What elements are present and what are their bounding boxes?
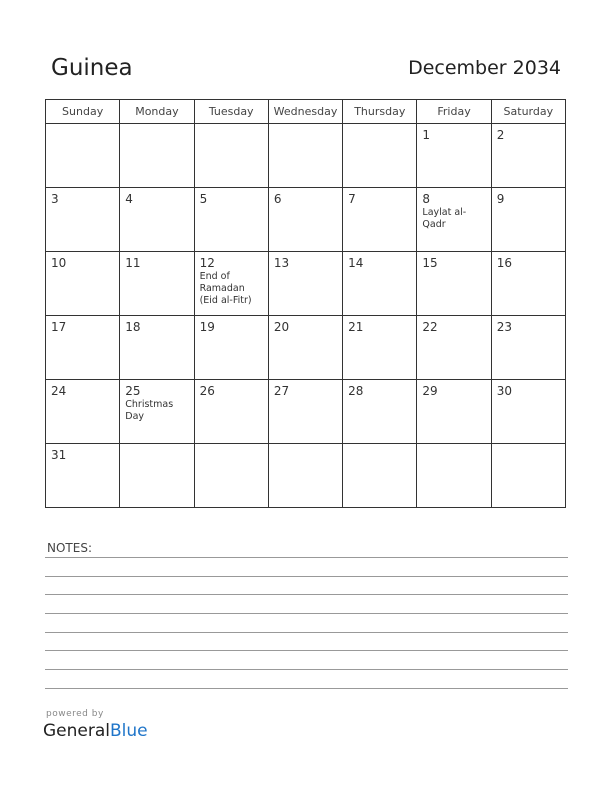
day-cell[interactable]: [120, 252, 194, 316]
day-cell[interactable]: [120, 316, 194, 380]
day-cell[interactable]: [268, 444, 342, 508]
day-cell[interactable]: [491, 252, 565, 316]
day-cell[interactable]: [194, 124, 268, 188]
week-row: [46, 380, 566, 444]
day-number: 24: [51, 384, 67, 398]
day-cell[interactable]: [46, 252, 120, 316]
brand-logo[interactable]: [43, 721, 148, 741]
day-cell[interactable]: [417, 252, 491, 316]
day-cell[interactable]: [46, 380, 120, 444]
day-cell[interactable]: [46, 444, 120, 508]
day-cell[interactable]: [343, 316, 417, 380]
day-number: 15: [422, 256, 438, 270]
weekday-monday: Monday: [120, 100, 194, 124]
day-number: 28: [348, 384, 364, 398]
day-number: 23: [496, 320, 512, 334]
day-cell[interactable]: [491, 124, 565, 188]
day-number: 8: [422, 192, 431, 206]
notes-line: [45, 650, 568, 651]
day-number: 3: [51, 192, 59, 206]
weekday-sunday: Sunday: [46, 100, 120, 124]
day-cell[interactable]: [46, 124, 120, 188]
day-cell[interactable]: [417, 124, 491, 188]
day-cell[interactable]: [46, 188, 120, 252]
day-cell[interactable]: [194, 252, 268, 316]
day-cell[interactable]: [194, 444, 268, 508]
day-cell[interactable]: [194, 316, 268, 380]
day-cell[interactable]: [491, 188, 565, 252]
powered-by-text: powered by: [46, 709, 104, 719]
day-cell[interactable]: [417, 188, 491, 252]
day-number: 20: [273, 320, 290, 334]
day-number: 12: [199, 256, 215, 270]
notes-line: [45, 557, 568, 558]
day-cell[interactable]: [417, 444, 491, 508]
day-number: 26: [199, 384, 215, 398]
day-cell[interactable]: [194, 188, 268, 252]
day-cell[interactable]: [120, 444, 194, 508]
day-number: 11: [125, 256, 141, 270]
day-cell[interactable]: [46, 316, 120, 380]
day-cell[interactable]: [343, 380, 417, 444]
day-cell[interactable]: [343, 124, 417, 188]
week-row: [46, 444, 566, 508]
month-year-title: December 2034: [408, 57, 561, 79]
day-cell[interactable]: [491, 444, 565, 508]
day-number: 19: [199, 320, 215, 334]
day-cell[interactable]: [268, 188, 342, 252]
notes-line: [45, 669, 568, 670]
brand-general: General: [43, 721, 110, 741]
day-cell[interactable]: [343, 252, 417, 316]
day-number: 2: [496, 128, 505, 142]
holiday-label: Christmas Day: [125, 399, 174, 422]
day-cell[interactable]: [120, 188, 194, 252]
calendar-grid: [45, 99, 566, 508]
day-number: 6: [273, 192, 282, 206]
day-number: 7: [348, 192, 356, 206]
week-row: [46, 188, 566, 252]
day-number: 13: [273, 256, 290, 270]
day-cell[interactable]: [268, 380, 342, 444]
day-number: 31: [51, 448, 67, 462]
day-cell[interactable]: [268, 124, 342, 188]
notes-line: [45, 576, 568, 577]
day-number: 17: [51, 320, 67, 334]
notes-line: [45, 688, 568, 689]
day-number: 21: [348, 320, 364, 334]
day-number: 22: [422, 320, 438, 334]
day-cell[interactable]: [194, 380, 268, 444]
day-number: 1: [422, 128, 431, 142]
day-cell[interactable]: [491, 316, 565, 380]
day-cell[interactable]: [120, 380, 194, 444]
day-cell[interactable]: [343, 188, 417, 252]
notes-label: NOTES:: [47, 541, 92, 555]
day-cell[interactable]: [343, 444, 417, 508]
holiday-label: Laylat al-Qadr: [422, 207, 467, 230]
day-number: 10: [51, 256, 67, 270]
notes-line: [45, 613, 568, 614]
day-cell[interactable]: [268, 252, 342, 316]
day-number: 14: [348, 256, 364, 270]
week-row: [46, 316, 566, 380]
weekday-wednesday: Wednesday: [268, 100, 342, 124]
day-cell[interactable]: [268, 316, 342, 380]
day-cell[interactable]: [417, 380, 491, 444]
day-number: 4: [125, 192, 133, 206]
weekday-header-row: [46, 100, 566, 124]
day-number: 16: [496, 256, 512, 270]
day-number: 29: [422, 384, 438, 398]
week-row: [46, 252, 566, 316]
day-cell[interactable]: [120, 124, 194, 188]
day-cell[interactable]: [491, 380, 565, 444]
day-number: 18: [125, 320, 141, 334]
day-number: 25: [125, 384, 141, 398]
weekday-tuesday: Tuesday: [194, 100, 268, 124]
weekday-thursday: Thursday: [343, 100, 417, 124]
day-cell[interactable]: [417, 316, 491, 380]
week-row: [46, 124, 566, 188]
day-number: 27: [273, 384, 290, 398]
weekday-saturday: Saturday: [491, 100, 565, 124]
notes-line: [45, 594, 568, 595]
day-number: 5: [199, 192, 208, 206]
holiday-label: End of Ramadan (Eid al-Fitr): [199, 271, 252, 306]
day-number: 9: [496, 192, 505, 206]
notes-line: [45, 632, 568, 633]
weekday-friday: Friday: [417, 100, 491, 124]
brand-blue: Blue: [110, 721, 148, 741]
country-title: Guinea: [51, 55, 133, 81]
day-number: 30: [496, 384, 512, 398]
